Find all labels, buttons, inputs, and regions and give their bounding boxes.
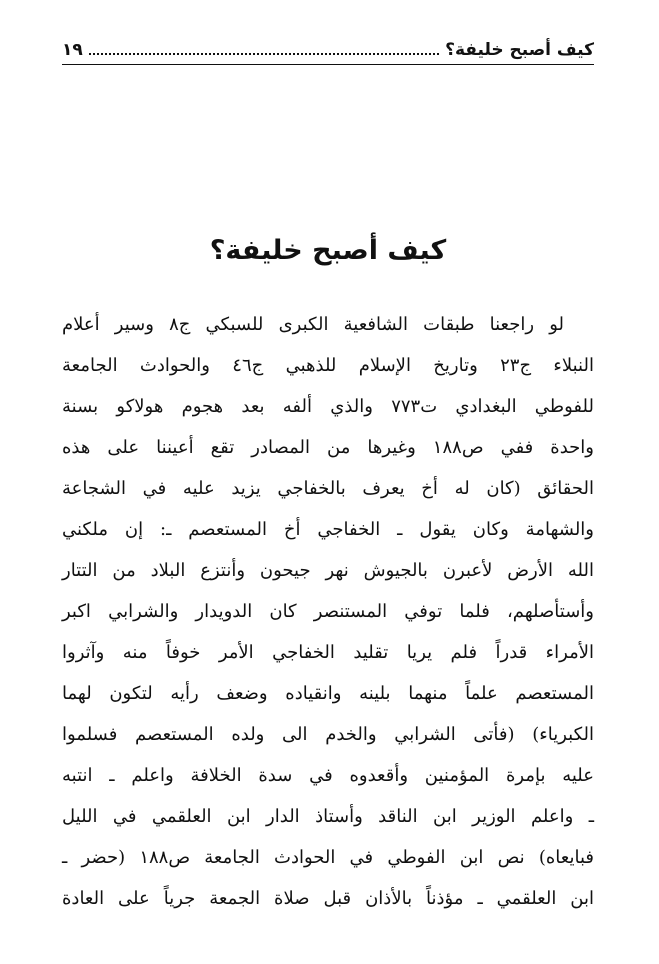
dot-leader (89, 53, 439, 55)
body-line: الأمراء قدراً فلم يريا تقليد الخفاجي الأمر خوفاً منه وآثروا (62, 642, 594, 663)
body-line: ـ واعلم الوزير ابن الناقد وأستاذ الدار ابن العلقمي في الليل (62, 806, 594, 827)
body-line: الله الأرض لأعبرن بالجيوش نهر جيحون وأنتزع البلاد من التتار (62, 560, 594, 581)
body-line: ابن العلقمي ـ مؤذناً بالأذان قبل صلاة الجمعة جرياً على العادة (62, 888, 594, 909)
body-line: واحدة ففي ص١٨٨ وغيرها من المصادر تقع أعيننا على هذه (62, 437, 594, 458)
header-rule (62, 64, 594, 65)
body-line: والشهامة وكان يقول ـ الخفاجي أخ المستعصم ـ: إن ملكني (62, 519, 594, 540)
body-line: عليه بإمرة المؤمنين وأقعدوه في سدة الخلافة واعلم ـ انتبه (62, 765, 594, 786)
body-line: المستعصم علماً منهما بلينه وانقياده وضعف رأيه لتكون لهما (62, 683, 594, 704)
running-header-title: كيف أصبح خليفة؟ (445, 40, 594, 60)
body-line: الحقائق (كان له أخ يعرف بالخفاجي يزيد عليه في الشجاعة (62, 478, 594, 499)
running-header (62, 30, 594, 60)
chapter-title: كيف أصبح خليفة؟ (209, 235, 447, 266)
body-line: الكبرياء) (فأتى الشرابي والخدم الى ولده المستعصم فسلموا (62, 724, 594, 745)
body-line: وأستأصلهم، فلما توفي المستنصر كان الدويدار والشرابي اكبر (62, 601, 594, 622)
page-number: ١٩ (62, 40, 83, 60)
body-text (62, 304, 594, 919)
body-line: فبايعاه) نص ابن الفوطي في الحوادث الجامعة ص١٨٨ (حضر ـ (62, 847, 594, 868)
body-line: للفوطي البغدادي ت٧٧٣ والذي ألفه بعد هجوم هولاكو بسنة (62, 396, 594, 417)
body-line: لو راجعنا طبقات الشافعية الكبرى للسبكي ج٨ وسير أعلام (62, 314, 564, 335)
body-line: النبلاء ج٢٣ وتاريخ الإسلام للذهبي ج٤٦ والحوادث الجامعة (62, 355, 594, 376)
